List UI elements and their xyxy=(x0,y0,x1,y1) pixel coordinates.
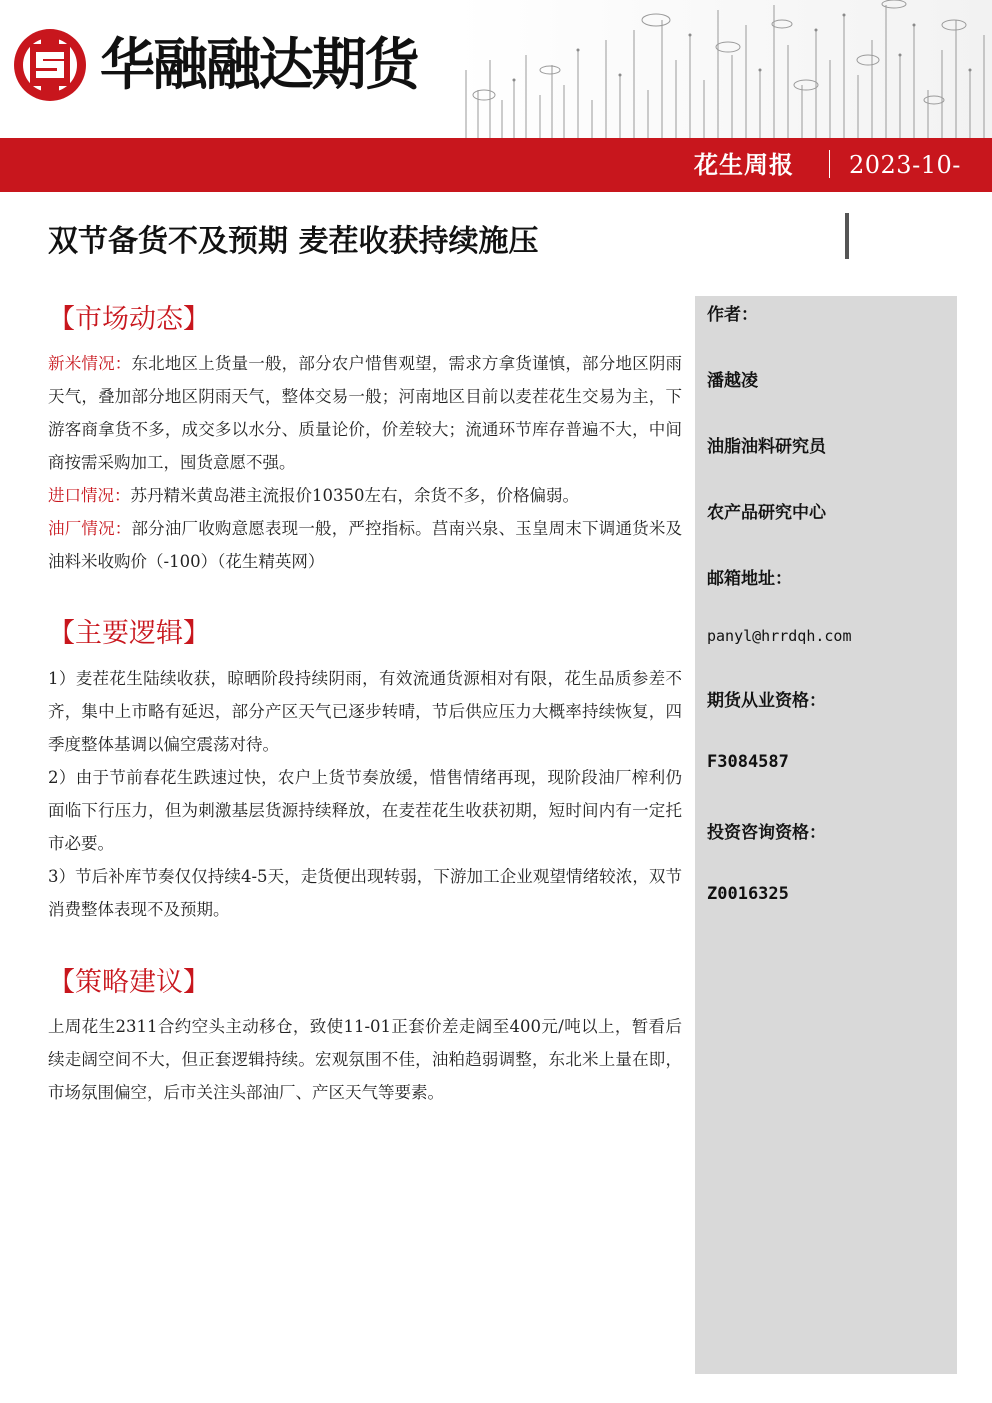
author-role: 油脂油料研究员 xyxy=(707,437,826,457)
paragraph-oilmill xyxy=(48,512,682,578)
report-band xyxy=(0,138,992,233)
author-email: panyl@hrrdqh.com xyxy=(707,627,852,645)
section-title-logic: 【主要逻辑】 xyxy=(48,618,210,649)
report-headline: 双节备货不及预期 麦茬收获持续施压 xyxy=(48,224,539,259)
paragraph-logic-3: 3）节后补库节奏仅仅持续4-5天，走货便出现转弱，下游加工企业观望情绪较浓，双节消费整体表现不及预期。 xyxy=(48,867,682,919)
label-xinmi: 新米情况： xyxy=(48,354,132,373)
author-label: 作者： xyxy=(707,305,758,325)
section-title-market: 【市场动态】 xyxy=(48,304,210,335)
author-sidebar xyxy=(695,296,957,1374)
paragraph-xinmi xyxy=(48,347,682,479)
futures-qual-label: 期货从业资格： xyxy=(707,691,826,711)
label-oilmill: 油厂情况： xyxy=(48,519,132,538)
paragraph-logic-2: 2）由于节前春花生跌速过快，农户上货节奏放缓，惜售情绪再现，现阶段油厂榨利仍面临下行压力，但为刺激基层货源持续释放，在麦茬花生收获初期，短时间内有一定托市必要。 xyxy=(48,768,682,853)
paragraph-logic-1: 1）麦茬花生陆续收获，晾晒阶段持续阴雨，有效流通货源相对有限，花生品质参差不齐，集中上市略有延迟，部分产区天气已逐步转晴，节后供应压力大概率持续恢复，四季度整体基调以偏空震荡对待。 xyxy=(48,669,682,754)
section-title-strategy: 【策略建议】 xyxy=(48,967,210,998)
text-import: 苏丹精米黄岛港主流报价10350左右，余货不多，价格偏弱。 xyxy=(130,486,579,505)
company-name: 华融融达期货 xyxy=(100,33,418,98)
text-oilmill: 部分油厂收购意愿表现一般，严控指标。莒南兴泉、玉皇周末下调通货米及油料米收购价（-100）（花生精英网） xyxy=(48,519,683,571)
report-type: 花生周报 xyxy=(694,151,794,179)
headline-marker xyxy=(845,213,849,259)
paragraph-strategy: 上周花生2311合约空头主动移仓，致使11-01正套价差走阔至400元/吨以上，暂看后续走阔空间不大，但正套逻辑持续。宏观氛围不佳，油粕趋弱调整，东北米上量在即，市场氛围偏空，后市关注头部油厂、产区天气等要素。 xyxy=(48,1017,682,1102)
band-separator xyxy=(829,150,830,178)
label-import: 进口情况： xyxy=(48,486,131,505)
invest-qual-label: 投资咨询资格： xyxy=(707,823,826,843)
futures-qual-number: F3084587 xyxy=(707,752,789,772)
report-date: 2023-10-16 xyxy=(849,151,961,233)
invest-qual-number: Z0016325 xyxy=(707,884,789,904)
author-center: 农产品研究中心 xyxy=(707,503,826,523)
report-header xyxy=(0,0,992,138)
company-logo-icon xyxy=(12,27,88,103)
header-decoration xyxy=(456,0,992,138)
text-xinmi: 东北地区上货量一般，部分农户惜售观望，需求方拿货谨慎，部分地区阴雨天气，叠加部分地区阴雨天气，整体交易一般；河南地区目前以麦茬花生交易为主，下游客商拿货不多，成交多以水分、质量论价，价差较大；流通环节库存普遍不大，中间商按需采购加工，囤货意愿不强。 xyxy=(48,354,683,472)
author-name: 潘越凌 xyxy=(707,371,758,391)
email-label: 邮箱地址： xyxy=(707,569,792,589)
paragraph-import xyxy=(48,479,682,512)
